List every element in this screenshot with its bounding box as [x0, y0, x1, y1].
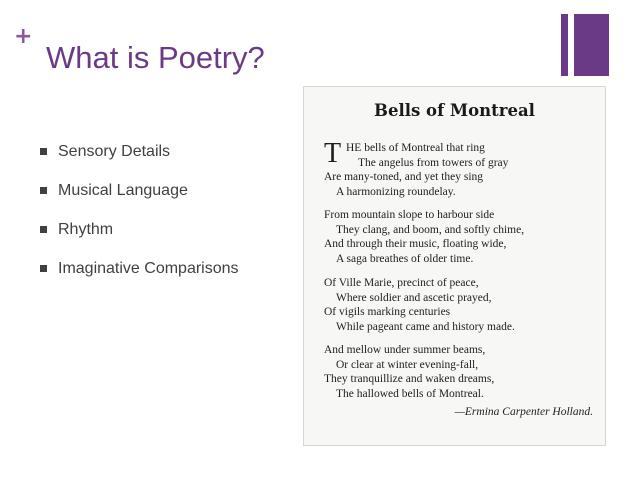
poem-line: Or clear at winter evening-fall,: [336, 358, 479, 371]
poem-line: They tranquillize and waken dreams,: [324, 373, 495, 386]
square-bullet-icon: [40, 148, 47, 155]
poem-line: And mellow under summer beams,: [324, 344, 486, 356]
poem-line: From mountain slope to harbour side: [324, 209, 495, 221]
poem-stanza: [324, 208, 600, 266]
poem-stanza: [324, 138, 600, 199]
poem-line: They clang, and boom, and softly chime,: [336, 223, 525, 236]
plus-icon: +: [14, 24, 33, 49]
poem-author: —Ermina Carpenter Holland.: [454, 406, 593, 418]
poem-line: Of vigils marking centuries: [324, 306, 451, 319]
poem-line: The hallowed bells of Montreal.: [336, 387, 484, 400]
bullet-text: Rhythm: [58, 221, 114, 238]
poem-line: A saga breathes of older time.: [336, 252, 474, 265]
poem-image: [303, 86, 606, 446]
slide-title: What is Poetry?: [46, 40, 265, 75]
poem-line-text: HE bells of Montreal that ring: [346, 142, 485, 154]
poem-line: Where soldier and ascetic prayed,: [336, 291, 492, 304]
poem-line: Of Ville Marie, precinct of peace,: [324, 277, 479, 289]
poem-line: The angelus from towers of gray: [358, 156, 509, 169]
drop-cap: T: [324, 138, 342, 169]
bullet-text: Imaginative Comparisons: [58, 260, 239, 277]
square-bullet-icon: [40, 187, 47, 194]
bullet-text: Musical Language: [58, 182, 188, 199]
accent-bar-thick: [574, 14, 609, 76]
poem-line: While pageant came and history made.: [336, 320, 515, 333]
square-bullet-icon: [40, 265, 47, 272]
bullet-text: Sensory Details: [58, 143, 171, 160]
poem-stanza: [324, 343, 600, 401]
accent-bar-thin: [561, 14, 568, 76]
poem-line: And through their music, floating wide,: [324, 238, 507, 251]
poem-title: Bells of Montreal: [374, 101, 535, 120]
poem-line: A harmonizing roundelay.: [336, 185, 456, 198]
poem-line: Are many-toned, and yet they sing: [324, 171, 484, 184]
square-bullet-icon: [40, 226, 47, 233]
poem-stanza: [324, 276, 600, 334]
